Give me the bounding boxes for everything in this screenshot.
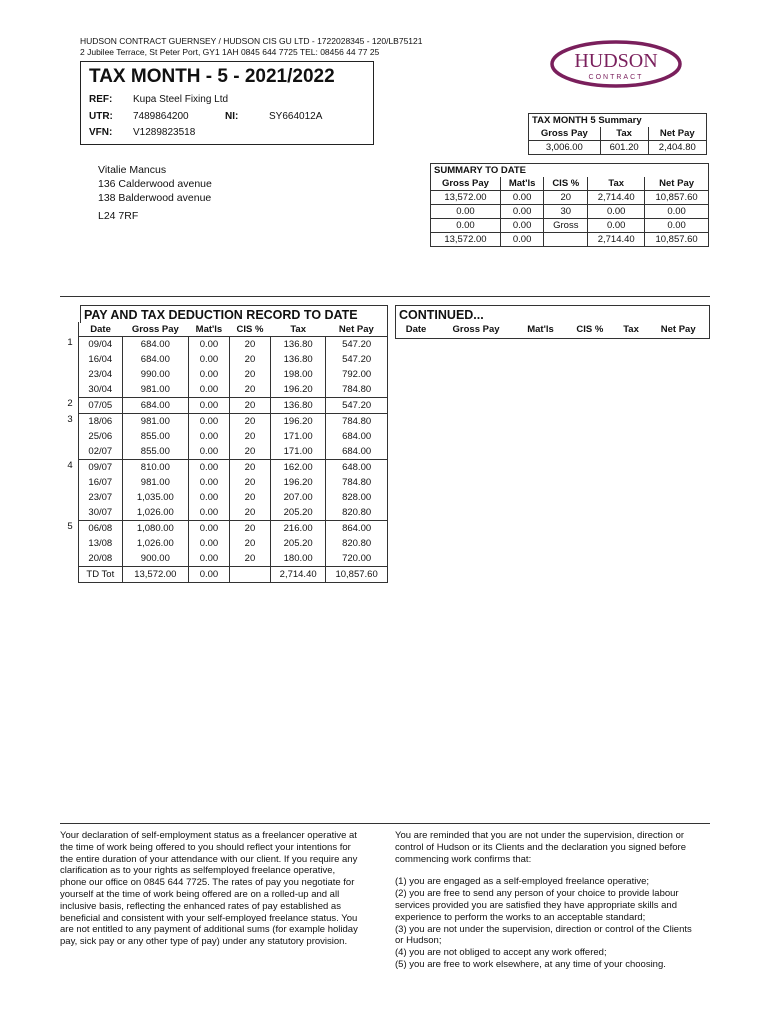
std-cell: 10,857.60: [645, 233, 709, 247]
footer-left: Your declaration of self-employment status as a freelancer operative at the time of work being offered to you should reflect your intentions for the entire duration of your attendance with our client. If you require any clarification as to your rights as selfemployed freelance operative, phone our office on 0845 644 7725. The rates of pay you negotiate for yourself at the time of work being offered are on a rolled-up and all inclusive basis, reflecting the enhanced rates of pay established as beneficial and consistent with your self-employed freelance status. You are not entitled to any payment of additional sums (for example holiday pay, sick pay or any other type of pay) under any statutory provision.: [60, 830, 358, 948]
std-row: [431, 205, 709, 219]
record-cell: 25/06: [79, 429, 123, 444]
month-col-header: [62, 322, 79, 337]
record-total-cell: 10,857.60: [326, 567, 388, 583]
record-cell: 1,026.00: [122, 505, 188, 521]
record-cell: 20: [229, 460, 270, 476]
record-cell: 07/05: [79, 398, 123, 414]
page-title: TAX MONTH - 5 - 2021/2022: [89, 66, 335, 87]
record-cell: 180.00: [271, 551, 326, 567]
month-number: [62, 367, 79, 382]
record-cell: 16/04: [79, 352, 123, 367]
record-cell: 136.80: [271, 337, 326, 353]
record-row: [62, 414, 388, 430]
record-cell: 855.00: [122, 429, 188, 444]
record-total-row: [62, 567, 388, 583]
ms-header: Net Pay: [648, 127, 706, 141]
record-cell: 784.80: [326, 382, 388, 398]
record-cell: 20: [229, 367, 270, 382]
record-cell: 20: [229, 337, 270, 353]
record-cell: 981.00: [122, 382, 188, 398]
vfn-label: VFN:: [89, 127, 113, 138]
address-line: 2 Jubilee Terrace, St Peter Port, GY1 1AH 0845 644 7725 TEL: 08456 44 77 25: [80, 47, 380, 57]
record-title-box: [80, 305, 388, 323]
record-cell: 0.00: [189, 444, 230, 460]
record-cell: 0.00: [189, 398, 230, 414]
std-cell: 30: [544, 205, 588, 219]
record-cell: 820.80: [326, 505, 388, 521]
record-cell: 720.00: [326, 551, 388, 567]
month-number: 2: [67, 397, 73, 409]
record-cell: 684.00: [122, 352, 188, 367]
footer-point: (4) you are not obliged to accept any work offered;: [395, 947, 607, 959]
record-cell: 684.00: [122, 398, 188, 414]
record-cell: 20: [229, 414, 270, 430]
continued-header: Date: [405, 324, 427, 335]
month-number: [62, 551, 79, 567]
record-row: [62, 460, 388, 476]
record-cell: 0.00: [189, 382, 230, 398]
record-cell: 162.00: [271, 460, 326, 476]
month-number: 5: [67, 520, 73, 532]
record-cell: 30/04: [79, 382, 123, 398]
month-number: [62, 505, 79, 521]
ref-value: Kupa Steel Fixing Ltd: [133, 94, 229, 105]
summary-to-date-title: SUMMARY TO DATE: [431, 164, 709, 178]
record-row: [62, 367, 388, 382]
logo-name: HUDSON: [574, 50, 658, 72]
record-header: CIS %: [236, 323, 264, 335]
footer-divider: [60, 823, 710, 824]
record-cell: 196.20: [271, 475, 326, 490]
record-cell: 0.00: [189, 429, 230, 444]
record-cell: 0.00: [189, 475, 230, 490]
record-row: [62, 505, 388, 521]
record-cell: 0.00: [189, 337, 230, 353]
record-row: [62, 382, 388, 398]
record-cell: 547.20: [326, 398, 388, 414]
utr-value: 7489864200: [133, 111, 189, 122]
record-cell: 23/07: [79, 490, 123, 505]
record-total-cell: 2,714.40: [271, 567, 326, 583]
continued-header: CIS %: [576, 324, 604, 335]
std-cell: 2,714.40: [588, 233, 645, 247]
record-cell: 900.00: [122, 551, 188, 567]
ms-value: 3,006.00: [529, 141, 601, 155]
std-header: Net Pay: [645, 177, 709, 191]
record-cell: 547.20: [326, 337, 388, 353]
record-header: Date: [79, 322, 123, 337]
record-cell: 09/07: [79, 460, 123, 476]
record-cell: 981.00: [122, 475, 188, 490]
record-cell: 0.00: [189, 414, 230, 430]
std-cell: Gross: [544, 219, 588, 233]
ni-label: NI:: [225, 111, 239, 122]
recipient-line2: 138 Balderwood avenue: [98, 192, 212, 204]
record-row: [62, 444, 388, 460]
record-row: [62, 398, 388, 414]
record-cell: 136.80: [271, 398, 326, 414]
record-cell: 136.80: [271, 352, 326, 367]
record-cell: 196.20: [271, 414, 326, 430]
record-cell: 23/04: [79, 367, 123, 382]
record-cell: 820.80: [326, 536, 388, 551]
record-cell: 0.00: [189, 521, 230, 537]
ms-header: Gross Pay: [529, 127, 601, 141]
continued-header: Gross Pay: [452, 324, 500, 335]
month-number: [62, 536, 79, 551]
recipient-line1: 136 Calderwood avenue: [98, 178, 212, 190]
record-cell: 09/04: [79, 337, 123, 353]
recipient-name: Vitalie Mancus: [98, 164, 167, 176]
record-cell: 02/07: [79, 444, 123, 460]
record-cell: 648.00: [326, 460, 388, 476]
record-title: PAY AND TAX DEDUCTION RECORD TO DATE: [84, 308, 358, 322]
month-number: [62, 490, 79, 505]
record-row: [62, 551, 388, 567]
ms-value: 601.20: [600, 141, 648, 155]
hudson-logo: [550, 40, 682, 88]
record-cell: 828.00: [326, 490, 388, 505]
recipient-address: [98, 163, 212, 223]
record-row: [62, 490, 388, 505]
std-cell: 0.00: [645, 219, 709, 233]
std-header: CIS %: [544, 177, 588, 191]
record-cell: 20: [229, 505, 270, 521]
footer-point: (5) you are free to work elsewhere, at any time of your choosing.: [395, 958, 666, 970]
month-number: 1: [67, 336, 73, 348]
ref-label: REF:: [89, 94, 113, 105]
record-cell: 0.00: [189, 551, 230, 567]
recipient-postcode: L24 7RF: [98, 210, 139, 222]
continued-box: [395, 305, 710, 339]
month-summary-title: TAX MONTH 5 Summary: [529, 114, 707, 128]
summary-to-date-table: [430, 163, 709, 247]
std-row: [431, 219, 709, 233]
record-row: [62, 475, 388, 490]
month-number: 4: [67, 459, 73, 471]
record-cell: 547.20: [326, 352, 388, 367]
std-cell: 0.00: [645, 205, 709, 219]
std-cell: 0.00: [500, 191, 543, 205]
record-row: [62, 337, 388, 353]
record-header: Mat'ls: [195, 323, 223, 335]
std-cell: 0.00: [588, 205, 645, 219]
record-cell: 13/08: [79, 536, 123, 551]
continued-header: Tax: [623, 324, 639, 335]
month-number: [62, 567, 79, 583]
ni-value: SY664012A: [269, 111, 323, 122]
record-cell: 1,026.00: [122, 536, 188, 551]
ms-header: Tax: [600, 127, 648, 141]
record-table: [62, 322, 388, 583]
footer-right: [395, 830, 695, 971]
record-cell: 864.00: [326, 521, 388, 537]
record-cell: 990.00: [122, 367, 188, 382]
title-box: [80, 61, 374, 145]
record-row: [62, 352, 388, 367]
record-cell: 20: [229, 490, 270, 505]
std-cell: 0.00: [500, 233, 543, 247]
std-cell: 10,857.60: [645, 191, 709, 205]
record-cell: 16/07: [79, 475, 123, 490]
std-header: Gross Pay: [431, 177, 501, 191]
record-cell: 20: [229, 521, 270, 537]
month-number: [62, 444, 79, 460]
std-row: [431, 191, 709, 205]
record-cell: 196.20: [271, 382, 326, 398]
std-row: [431, 233, 709, 247]
logo-sub: CONTRACT: [588, 74, 644, 81]
record-total-cell: 0.00: [189, 567, 230, 583]
record-total-cell: [229, 567, 270, 583]
std-cell: 13,572.00: [431, 191, 501, 205]
month-summary-table: [528, 113, 707, 155]
record-cell: 1,035.00: [122, 490, 188, 505]
divider: [60, 296, 710, 297]
record-row: [62, 521, 388, 537]
record-cell: 684.00: [122, 337, 188, 353]
record-cell: 684.00: [326, 429, 388, 444]
company-line: HUDSON CONTRACT GUERNSEY / HUDSON CIS GU LTD - 1722028345 - 120/LB75121: [80, 36, 423, 46]
record-cell: 171.00: [271, 429, 326, 444]
record-cell: 810.00: [122, 460, 188, 476]
record-cell: 684.00: [326, 444, 388, 460]
std-cell: 0.00: [431, 205, 501, 219]
record-cell: 981.00: [122, 414, 188, 430]
record-cell: 18/06: [79, 414, 123, 430]
record-header: Gross Pay: [131, 323, 179, 335]
record-cell: 171.00: [271, 444, 326, 460]
record-cell: 20: [229, 382, 270, 398]
record-cell: 20: [229, 444, 270, 460]
continued-header: Mat'ls: [527, 324, 554, 335]
month-number: [62, 382, 79, 398]
record-cell: 0.00: [189, 490, 230, 505]
std-header: Mat'ls: [500, 177, 543, 191]
continued-title: CONTINUED...: [399, 308, 484, 322]
record-container: [62, 322, 388, 583]
record-cell: 784.80: [326, 414, 388, 430]
record-cell: 30/07: [79, 505, 123, 521]
utr-label: UTR:: [89, 111, 113, 122]
std-cell: 13,572.00: [431, 233, 501, 247]
record-cell: 20: [229, 551, 270, 567]
std-header: Tax: [588, 177, 645, 191]
record-cell: 20: [229, 475, 270, 490]
std-cell: 2,714.40: [588, 191, 645, 205]
record-total-cell: TD Tot: [79, 567, 123, 583]
record-row: [62, 536, 388, 551]
month-number: [62, 429, 79, 444]
record-cell: 207.00: [271, 490, 326, 505]
footer-point: (2) you are free to send any person of your choice to provide labour services provided you are satisfied they have appropriate skills and experience to perform the works to an acceptable standard;: [395, 888, 679, 923]
month-number: [62, 352, 79, 367]
footer-point: (3) you are not under the supervision, direction or control of the Clients or Hudson;: [395, 923, 692, 947]
month-number: 3: [67, 413, 73, 425]
std-cell: 0.00: [588, 219, 645, 233]
record-row: [62, 429, 388, 444]
record-cell: 0.00: [189, 367, 230, 382]
vfn-value: V1289823518: [133, 127, 196, 138]
std-cell: 20: [544, 191, 588, 205]
record-cell: 855.00: [122, 444, 188, 460]
footer-right-intro: You are reminded that you are not under the supervision, direction or control of Hudson or its Clients and the declaration you signed before commencing work confirms that:: [395, 830, 686, 865]
record-cell: 205.20: [271, 505, 326, 521]
month-number: [62, 475, 79, 490]
record-cell: 216.00: [271, 521, 326, 537]
record-cell: 198.00: [271, 367, 326, 382]
record-cell: 20: [229, 352, 270, 367]
record-header: Tax: [290, 323, 306, 335]
record-cell: 0.00: [189, 505, 230, 521]
record-header: Net Pay: [326, 322, 388, 337]
record-cell: 20: [229, 536, 270, 551]
record-total-cell: 13,572.00: [122, 567, 188, 583]
std-cell: 0.00: [500, 219, 543, 233]
record-cell: 0.00: [189, 352, 230, 367]
record-cell: 20/08: [79, 551, 123, 567]
continued-header: Net Pay: [660, 324, 696, 335]
std-cell: 0.00: [500, 205, 543, 219]
std-cell: 0.00: [431, 219, 501, 233]
std-cell: [544, 233, 588, 247]
ms-value: 2,404.80: [648, 141, 706, 155]
footer-point: (1) you are engaged as a self-employed freelance operative;: [395, 876, 650, 888]
record-cell: 0.00: [189, 460, 230, 476]
record-cell: 06/08: [79, 521, 123, 537]
record-cell: 205.20: [271, 536, 326, 551]
record-cell: 20: [229, 429, 270, 444]
record-cell: 792.00: [326, 367, 388, 382]
record-cell: 1,080.00: [122, 521, 188, 537]
record-cell: 0.00: [189, 536, 230, 551]
record-cell: 20: [229, 398, 270, 414]
record-cell: 784.80: [326, 475, 388, 490]
